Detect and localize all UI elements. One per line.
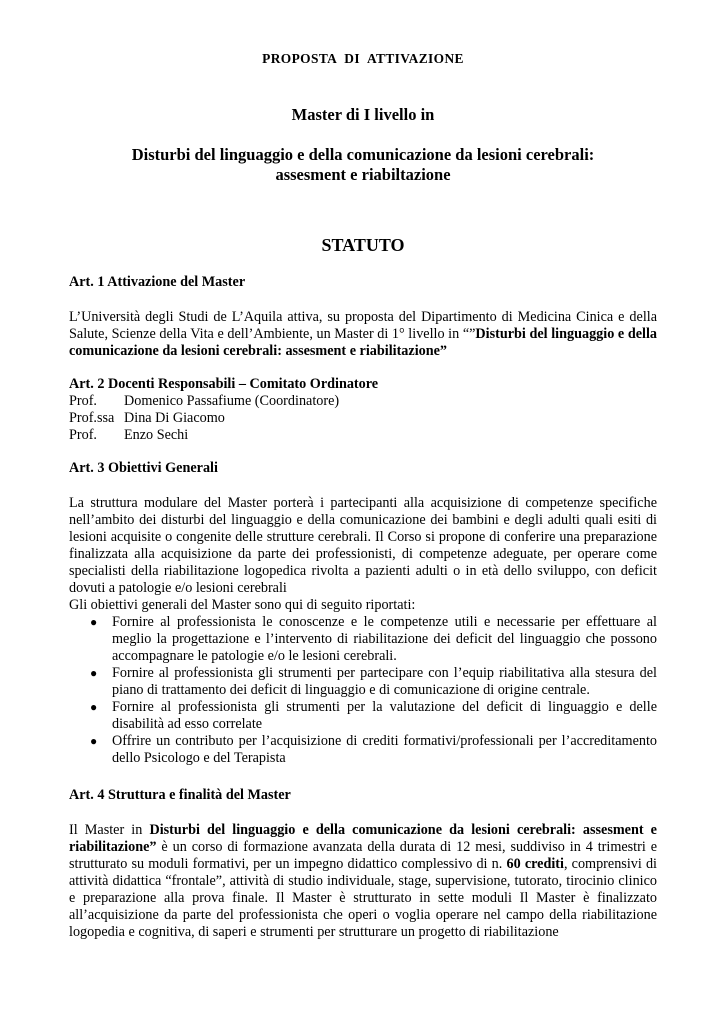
art4-text-2: è un corso di formazione avanzata della durata di 12 mesi, suddiviso in 4 trimestri e strutturato su moduli formativi, per un impegno didattico complessivo di n. [69,839,657,872]
statuto-heading: STATUTO [321,235,405,255]
list-item [90,614,657,665]
art2-heading: Art. 2 Docenti Responsabili – Comitato Ordinatore [69,376,379,392]
list-item-text: Offrire un contributo per l’acquisizione di crediti formativi/professionali per l’accreditamento dello Psicologo e del Terapista [112,733,657,766]
objectives-list [69,614,657,767]
master-level-title: Master di I livello in [291,105,435,124]
bullet-icon: ● [90,666,98,680]
member-title: Prof. [69,427,97,443]
member-name: Enzo Sechi [124,427,189,443]
art3-heading: Art. 3 Obiettivi Generali [69,460,218,476]
art3-paragraph: La struttura modulare del Master porterà i partecipanti alla acquisizione di competenze specifiche nell’ambito dei disturbi del linguaggio e della comunicazione dei bambini e degli adulti quali esiti di lesioni acquisite o congenite delle strutture cerebrali. Il Corso si propone di conferire una preparazione finalizzata alla acquisizione da parte dei professionisti, di competenze adeguate, per operare come specialisti della riabilitazione logopedica rivolta a pazienti adulti o in età dello sviluppo, con deficit dovuti a patologie e/o lesioni cerebrali [69,495,657,596]
document-page [69,50,657,941]
list-item-text: Fornire al professionista gli strumenti per la valutazione del deficit di linguaggio e delle disabilità ad esso correlate [112,699,657,732]
list-item [90,699,657,733]
art4-paragraph [69,822,657,941]
art4-heading: Art. 4 Struttura e finalità del Master [69,787,291,803]
list-item [90,733,657,767]
proposal-heading: PROPOSTA DI ATTIVAZIONE [262,51,464,66]
master-title-line1: Disturbi del linguaggio e della comunicazione da lesioni cerebrali: [131,145,595,164]
art1-text-bold: Disturbi del linguaggio e della comunicazione da lesioni cerebrali: assesment e riabilitazione” [69,326,657,359]
art3-intro: Gli obiettivi generali del Master sono qui di seguito riportati: [69,597,416,613]
art1-heading: Art. 1 Attivazione del Master [69,274,246,290]
list-item-text: Fornire al professionista gli strumenti per partecipare con l’equip riabilitativa alla stesura del piano di trattamento dei deficit di linguaggio e di comunicazione di origine centrale. [112,665,657,698]
master-title-line2: assesment e riabiltazione [275,165,451,184]
member-title: Prof. [69,393,97,409]
art4-text-3: , comprensivi di attività didattica “frontale”, attività di studio individuale, stage, supervisione, tutorato, tirocinio clinico e preparazione alla prova finale. Il Master è strutturato in sette moduli Il Master è finalizzato all’acquisizione da parte del professionista che operi o voglia operare nel campo della riabilitazione logopedia e cognitiva, di saperi e strumenti per strutturare un progetto di riabilitazione [69,856,657,940]
list-item-text: Fornire al professionista le conoscenze e le competenze utili e necessarie per effettuare al meglio la progettazione e l’intervento di riabilitazione dei deficit del linguaggio che possono accompagnare le patologie e/o le lesioni cerebrali. [112,614,657,664]
member-name: Dina Di Giacomo [124,410,225,426]
committee-member [69,393,657,410]
art1-text-plain: L’Università degli Studi de L’Aquila attiva, su proposta del Dipartimento di Medicina Cinica e della Salute, Scienze della Vita e dell’Ambiente, un Master di 1° livello in “” [69,309,657,342]
master-title [69,145,657,185]
art4-bold-1: Disturbi del linguaggio e della comunicazione da lesioni cerebrali: assesment e riabilitazione” [69,822,657,855]
bullet-icon: ● [90,700,98,714]
committee-member [69,410,657,427]
committee-list [69,393,657,444]
art1-text [69,309,657,360]
art4-text-1: Il Master in [69,822,150,838]
member-title: Prof.ssa [69,410,115,426]
committee-member [69,427,657,444]
bullet-icon: ● [90,615,98,629]
list-item [90,665,657,699]
bullet-icon: ● [90,734,98,748]
member-name: Domenico Passafiume (Coordinatore) [124,393,340,409]
art4-bold-2: 60 crediti [506,856,564,872]
